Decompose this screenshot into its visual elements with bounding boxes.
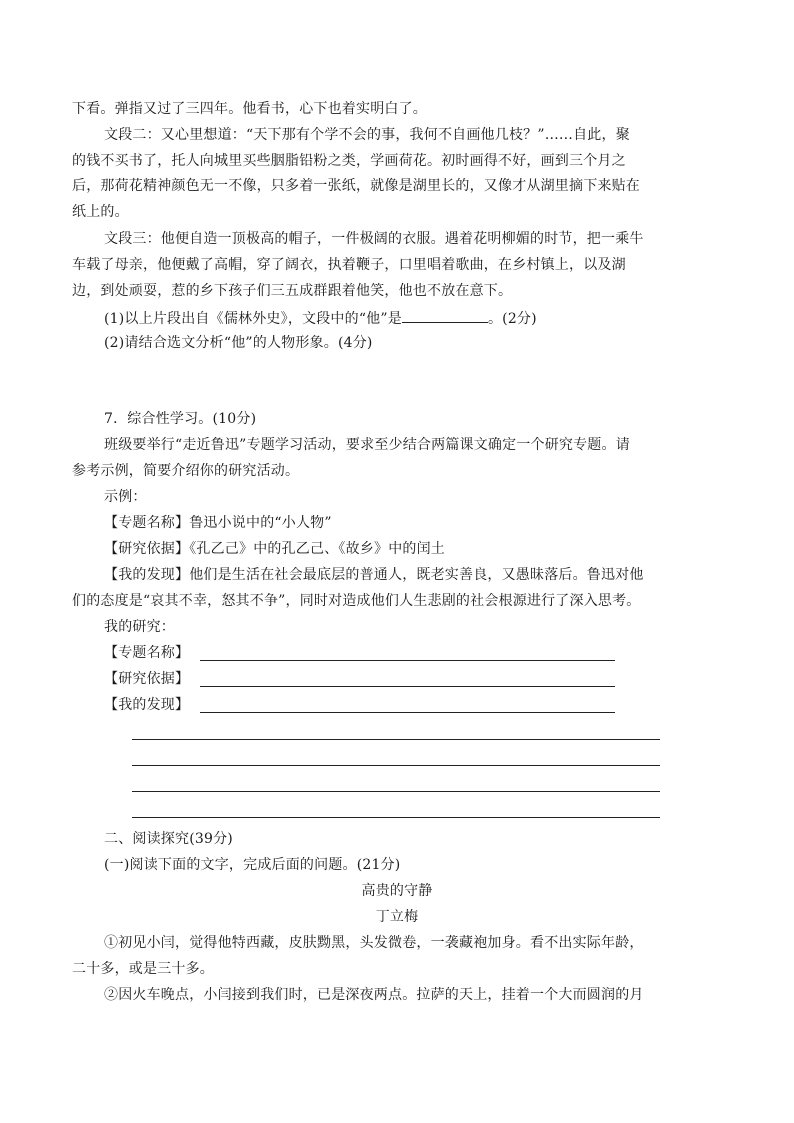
score-text: 。(2分) — [487, 311, 537, 327]
passage-line: 边，到处顽耍，惹的乡下孩子们三五成群跟着他笑，他也不放在意下。 — [72, 283, 513, 299]
answer-line-finding[interactable] — [200, 712, 615, 713]
article-title: 高贵的守静 — [361, 883, 433, 899]
answer-line-basis[interactable] — [200, 686, 615, 687]
example-finding: 【我的发现】他们是生活在社会最底层的普通人，既老实善良，又愚昧落后。鲁迅对他 — [104, 567, 644, 583]
example-basis: 【研究依据】《孔乙己》中的孔乙己、《故乡》中的闰土 — [104, 541, 445, 557]
answer-blank[interactable] — [402, 308, 488, 323]
section-subtitle: (一)阅读下面的文字，完成后面的问题。(21分) — [104, 857, 401, 873]
article-paragraph: ②因火车晚点，小闫接到我们时，已是深夜两点。拉萨的天上，挂着一个大而圆润的月 — [104, 987, 644, 1003]
answer-line-topic[interactable] — [200, 660, 615, 661]
question-text: 班级要举行“走近鲁迅”专题学习活动，要求至少结合两篇课文确定一个研究专题。请 — [104, 437, 630, 453]
question-text: (1)以上片段出自《儒林外史》，文段中的“他”是 — [104, 311, 402, 327]
question-title: 7．综合性学习。(10分) — [104, 411, 257, 427]
question-text: 参考示例，简要介绍你的研究活动。 — [72, 463, 300, 479]
section-title: 二、阅读探究(39分) — [104, 831, 233, 847]
example-topic: 【专题名称】鲁迅小说中的“小人物” — [104, 515, 332, 531]
answer-line[interactable] — [132, 739, 660, 740]
article-paragraph: ①初见小闫，觉得他特西藏，皮肤黝黑，头发微卷，一袭藏袍加身。看不出实际年龄， — [104, 935, 644, 951]
answer-line[interactable] — [132, 817, 660, 818]
passage-line: 后，那荷花精神颜色无一不像，只多着一张纸，就像是湖里长的，又像才从湖里摘下来贴在 — [72, 178, 640, 194]
article-author: 丁立梅 — [375, 909, 419, 925]
question-2: (2)请结合选文分析“他”的人物形象。(4分) — [104, 335, 373, 351]
answer-line[interactable] — [132, 791, 660, 792]
my-research-label: 我的研究： — [104, 619, 175, 635]
passage-line: 下看。弹指又过了三四年。他看书，心下也着实明白了。 — [72, 101, 427, 117]
passage-line: 纸上的。 — [72, 204, 129, 220]
field-label-topic: 【专题名称】 — [104, 645, 190, 661]
passage-line: 车载了母亲，他便戴了高帽，穿了阔衣，执着鞭子，口里唱着歌曲，在乡村镇上，以及湖 — [72, 257, 626, 273]
question-1 — [104, 308, 537, 328]
passage-line: 的钱不买书了，托人向城里买些胭脂铅粉之类，学画荷花。初时画得不好，画到三个月之 — [72, 153, 626, 169]
field-label-basis: 【研究依据】 — [104, 671, 190, 687]
passage-line: 文段二：又心里想道：“天下那有个学不会的事，我何不自画他几枝？”……自此，聚 — [104, 127, 630, 143]
article-paragraph: 二十多，或是三十多。 — [72, 961, 214, 977]
field-label-finding: 【我的发现】 — [104, 697, 190, 713]
example-finding-cont: 们的态度是“哀其不幸，怒其不争”，同时对造成他们人生悲剧的社会根源进行了深入思考。 — [72, 593, 641, 609]
passage-line: 文段三：他便自造一顶极高的帽子，一件极阔的衣服。遇着花明柳媚的时节，把一乘牛 — [104, 231, 644, 247]
answer-line[interactable] — [132, 765, 660, 766]
example-label: 示例： — [104, 489, 147, 505]
